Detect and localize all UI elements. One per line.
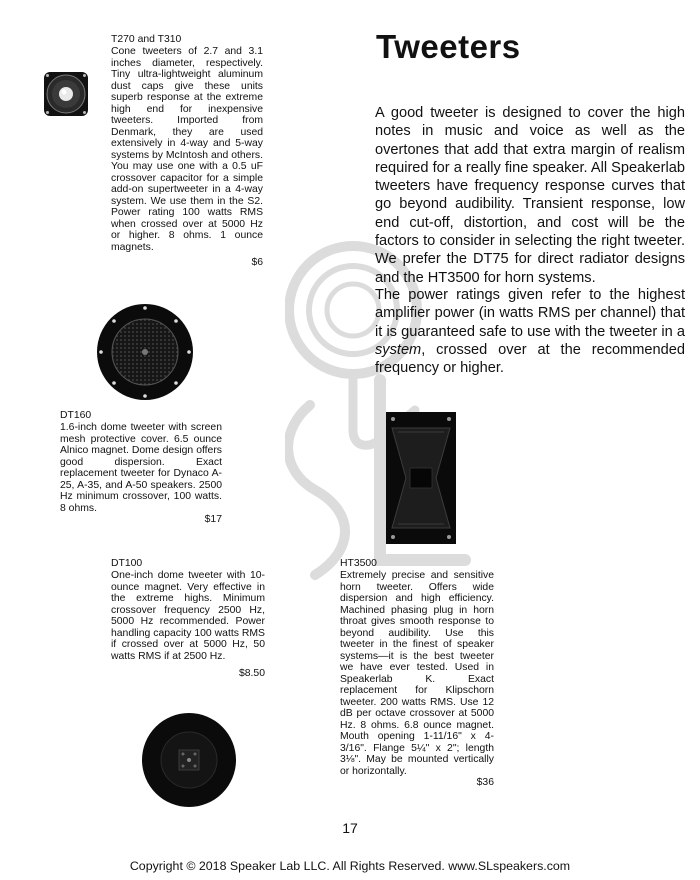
page-title: Tweeters (376, 28, 521, 65)
product-price: $17 (204, 514, 222, 525)
power-rating-text-1: The power ratings given refer to the highest amplifier power (in watts RMS per channel) that it is guaranteed safe to use with the tweeter in a (375, 287, 685, 340)
power-rating-emphasis: system (375, 341, 422, 358)
copyright-notice: Copyright © 2018 Speaker Lab LLC. All Rights Reserved. www.SLspeakers.com (129, 859, 571, 873)
product-model: DT160 (60, 410, 92, 421)
product-price: $8.50 (238, 668, 265, 679)
product-model: HT3500 (340, 558, 377, 569)
product-t270 (111, 34, 263, 268)
power-rating-paragraph (375, 286, 685, 377)
power-rating-text-2: , crossed over at the recommended frequency or higher. (375, 341, 685, 377)
product-model: DT100 (111, 558, 143, 569)
product-price: $36 (476, 777, 494, 788)
product-dt160 (60, 410, 222, 525)
dt100-dome-tweeter-image (141, 712, 237, 808)
product-description: Extremely precise and sensitive horn tweeter. Offers wide dispersion and high efficiency. Machined phasing plug in horn throat gives smooth response to beyond audibility. Use this tweeter in the finest of speaker systems—it is the best tweeter we have ever tested. Used in Speakerlab K. Exact replacement for Klipschorn tweeter. 200 watts RMS. Use 12 dB per octave crossover at 5000 Hz. 8 ohms. 6.8 ounce magnet. Mouth opening 1-11/16" x 4-3/16". Flange 5¼" x 2"; length 3⅛". May be mounted vertically or horizontally. (340, 570, 494, 777)
product-description: Cone tweeters of 2.7 and 3.1 inches diameter, respectively. Tiny ultra-lightweight aluminum dust caps give these units superb response at the extreme high end for inexpensive tweeters. Imported from Denmark, they are used extensively in 4-way and 5-way systems by McIntosh and others. You may use one with a 0.5 uF crossover capacitor for a simple add-on supertweeter in a 4-way system. We use them in the S2. Power rating 100 watts RMS when crossed over at 5000 Hz or higher. 8 ohms. 1 ounce magnets. (111, 46, 263, 253)
ht3500-horn-tweeter-image (384, 410, 458, 546)
page-number: 17 (342, 820, 358, 836)
product-description: One-inch dome tweeter with 10-ounce magnet. Very effective in the extreme highs. Minimum crossover frequency 2500 Hz, 5000 Hz recommended. Power handling capacity 100 watts RMS if crossed over at 5000 Hz, 50 watts RMS if at 2500 Hz. (111, 570, 265, 662)
product-price: $6 (251, 257, 263, 268)
intro-paragraph: A good tweeter is designed to cover the high notes in music and voice as well as the overtones that add that extra margin of realism required for a really fine speaker. All Speakerlab tweeters have frequency response curves that go beyond audibility. Transient response, low end cut-off, distortion, and cost will be the factors to consider in selecting the right tweeter. We prefer the DT75 for direct radiator designs and the HT3500 for horn systems. (375, 105, 685, 286)
product-ht3500 (340, 558, 494, 788)
product-dt100 (111, 558, 265, 679)
product-description: 1.6-inch dome tweeter with screen mesh protective cover. 6.5 ounce Alnico magnet. Dome design offers good dispersion. Exact replacement tweeter for Dynaco A-25, A-35, and A-50 speakers. 2500 Hz minimum crossover, 100 watts. 8 ohms. (60, 422, 222, 514)
t270-cone-tweeter-image (43, 71, 89, 117)
dt160-dome-tweeter-image (95, 302, 195, 402)
product-model: T270 and T310 (111, 34, 182, 45)
